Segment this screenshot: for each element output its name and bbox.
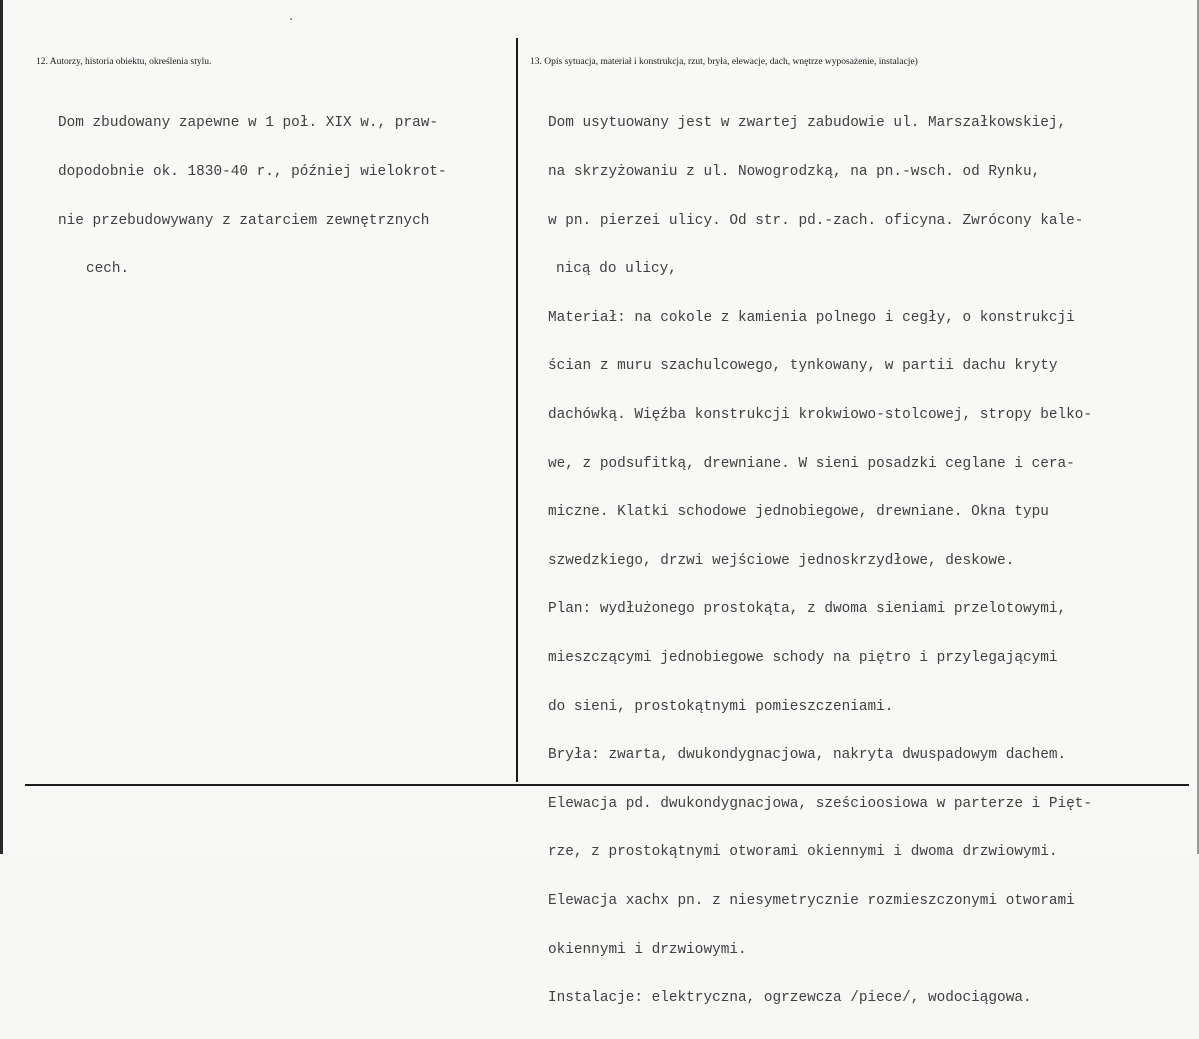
text-line: Instalacje: elektryczna, ogrzewcza /piece/, wodociągowa.: [548, 990, 1032, 1007]
text-line: Plan: wydłużonego prostokąta, z dwoma sieniami przelotowymi,: [548, 601, 1067, 618]
text-line: Dom zbudowany zapewne w 1 poł. XIX w., praw-: [58, 115, 438, 132]
text-line: we, z podsufitką, drewniane. W sieni posadzki ceglane i cera-: [548, 455, 1075, 472]
text-line: Elewacja pd. dwukondygnacjowa, sześcioosiowa w parterze i Pięt-: [548, 795, 1093, 812]
text-line: na skrzyżowaniu z ul. Nowogrodzką, na pn.-wsch. od Rynku,: [548, 164, 1041, 180]
text-line: cech.: [86, 261, 130, 278]
text-line: rze, z prostokątnymi otworami okiennymi i dwoma drzwiowymi.: [548, 844, 1058, 861]
paper-speck: [290, 18, 292, 20]
text-line: miczne. Klatki schodowe jednobiegowe, drewniane. Okna typu: [548, 504, 1049, 521]
text-line: w pn. pierzei ulicy. Od str. pd.-zach. oficyna. Zwrócony kale-: [548, 212, 1084, 229]
section-12-heading: 12. Autorzy, historia obiektu, określenia stylu.: [36, 57, 212, 67]
text-line: Bryła: zwarta, dwukondygnacjowa, nakryta dwuspadowym dachem.: [548, 747, 1067, 764]
text-line: dachówką. Więźba konstrukcji krokwiowo-stolcowej, stropy belko-: [548, 406, 1093, 423]
page-edge-left: [0, 0, 3, 854]
text-line: szwedzkiego, drzwi wejściowe jednoskrzydłowe, deskowe.: [548, 552, 1015, 569]
section-13-text: [548, 83, 1092, 1039]
text-line: Elewacja xachx pn. z niesymetrycznie rozmieszczonymi otworami: [548, 892, 1075, 909]
text-line: nie przebudowywany z zatarciem zewnętrznych: [58, 212, 430, 229]
text-line: mieszczącymi jednobiegowe schody na piętro i przylegającymi: [548, 649, 1058, 666]
text-line: Materiał: na cokole z kamienia polnego i cegły, o konstrukcji: [548, 309, 1075, 326]
text-line: dopodobnie ok. 1830-40 r., później wielokrot-: [58, 164, 447, 180]
column-divider: [516, 38, 518, 782]
text-line: ścian z muru szachulcowego, tynkowany, w partii dachu kryty: [548, 358, 1058, 375]
section-12-text: [58, 83, 447, 310]
text-line: Dom usytuowany jest w zwartej zabudowie ul. Marszałkowskiej,: [548, 115, 1067, 132]
text-line: nicą do ulicy,: [556, 261, 677, 278]
text-line: okiennymi i drzwiowymi.: [548, 941, 747, 958]
text-line: do sieni, prostokątnymi pomieszczeniami.: [548, 698, 894, 715]
section-13-heading: 13. Opis sytuacja, materiał i konstrukcja, rzut, bryła, elewacje, dach, wnętrze wyposażenie, instalacje): [530, 57, 918, 67]
